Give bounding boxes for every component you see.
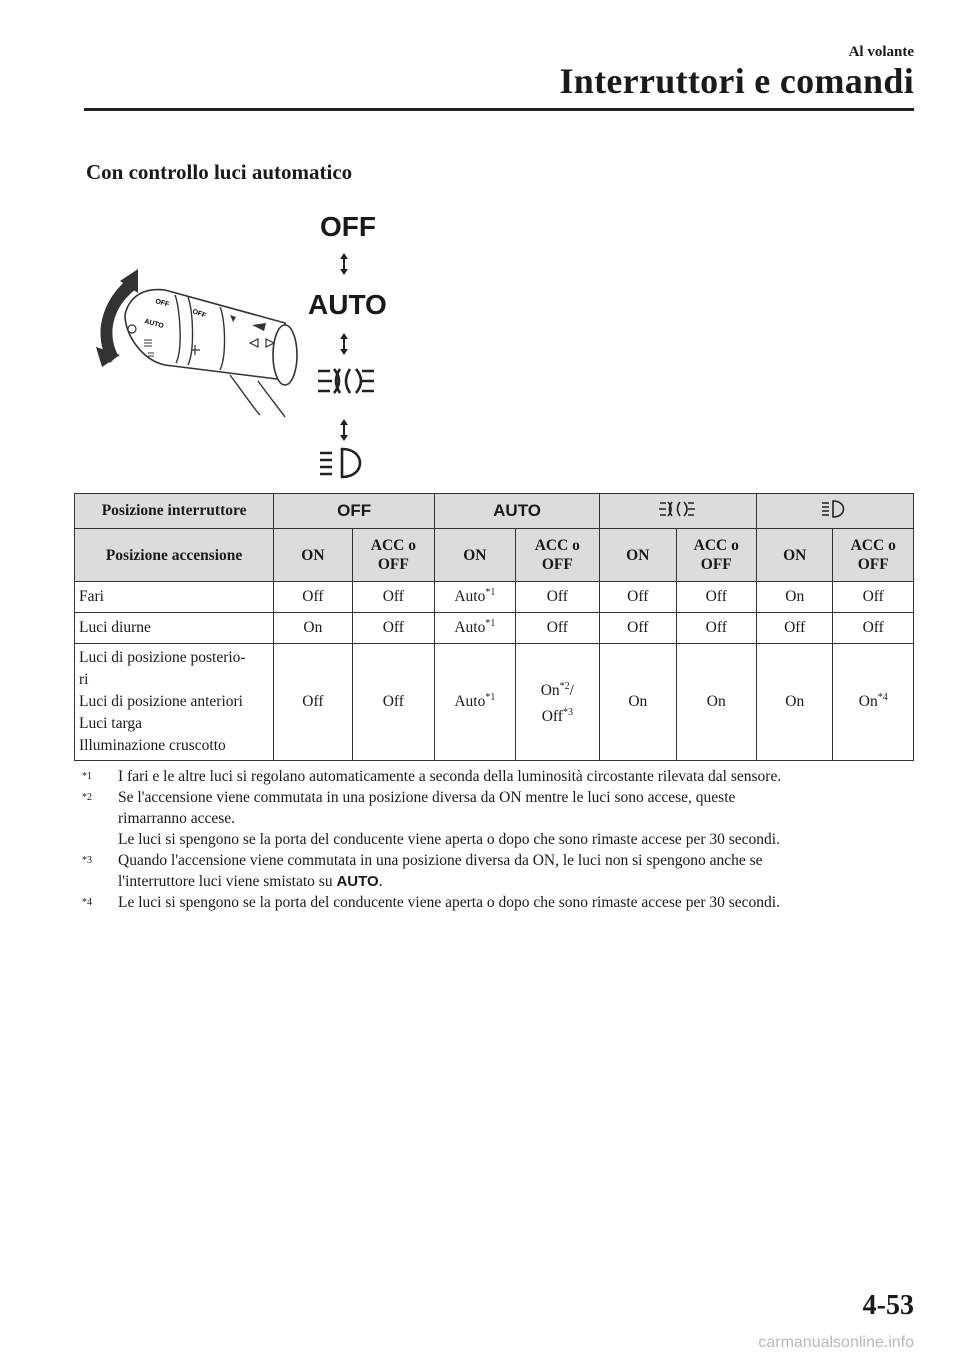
table-cell: On [274, 613, 352, 644]
header-switch-position: Posizione interruttore [75, 494, 274, 529]
watermark: carmanualsonline.info [758, 1334, 914, 1351]
footnote-text: rimarranno accese. [118, 810, 236, 827]
header-section: Al volante [848, 44, 914, 60]
table-cell: Off [352, 582, 434, 613]
footnote [82, 892, 922, 913]
table-cell: On [757, 582, 833, 613]
ignition-cell: ACC o OFF [515, 529, 600, 582]
table-header-ignition [75, 529, 914, 582]
lever-label-off-2: OFF [191, 308, 207, 320]
section-title: Con controllo luci automatico [86, 160, 353, 184]
page-number: 4-53 [862, 1290, 914, 1321]
ignition-cell: ON [274, 529, 352, 582]
position-lights-icon [658, 500, 698, 518]
table-cell: On$^{*4}$ [833, 644, 914, 761]
header-ignition-position: Posizione accensione [75, 529, 274, 582]
table-cell: Off [676, 613, 756, 644]
headlight-icon [820, 499, 850, 519]
lever-label-off: OFF [154, 298, 170, 309]
table-cell: Off [757, 613, 833, 644]
table-cell: Auto$^{*1}$ [435, 613, 515, 644]
footnote [82, 787, 922, 850]
table-header-switch [75, 494, 914, 529]
table-cell: Off [833, 613, 914, 644]
lever-illustration [80, 205, 420, 485]
table-cell: Off [352, 644, 434, 761]
switch-col-off: OFF [274, 494, 435, 529]
position-label-off: OFF [320, 211, 376, 242]
footnote-mark: *1 [82, 771, 92, 782]
table-cell: Off [274, 644, 352, 761]
table-cell: On [600, 644, 676, 761]
table-cell: Off [515, 613, 600, 644]
auto-inline-label: AUTO [336, 873, 379, 890]
table-cell: Off [676, 582, 756, 613]
footnote-text-part: l'interruttore luci viene smistato su [118, 873, 333, 890]
table-cell: Auto$^{*1}$ [435, 582, 515, 613]
table-cell: On$^{*2}$/ Off$^{*3}$ [515, 644, 600, 761]
position-lights-icon [318, 369, 374, 393]
header-divider [84, 108, 914, 111]
table-cell: On [757, 644, 833, 761]
row-label: Fari [75, 582, 274, 613]
footnote-mark: *3 [82, 855, 92, 866]
lever-label-auto: AUTO [143, 318, 165, 331]
footnote-mark: *2 [82, 792, 92, 803]
headlight-high-icon [320, 449, 360, 477]
table-row [75, 644, 914, 761]
footnote [82, 850, 922, 892]
switch-col-auto: AUTO [435, 494, 600, 529]
ignition-cell: ON [757, 529, 833, 582]
footnote-text: Quando l'accensione viene commutata in una posizione diversa da ON, le luci non si spengono anche se [118, 852, 763, 869]
row-label: Luci di posizione posterio- ri Luci di posizione anteriori Luci targa Illuminazione cruscotto [75, 644, 274, 761]
table-cell: Off [600, 582, 676, 613]
light-status-table [74, 493, 914, 761]
ignition-cell: ON [435, 529, 515, 582]
footnote-text: I fari e le altre luci si regolano automaticamente a seconda della luminosità circostante rilevata dal sensore. [118, 768, 782, 785]
table-cell: Off [274, 582, 352, 613]
footnote-text: Le luci si spengono se la porta del conducente viene aperta o dopo che sono rimaste accese per 30 secondi. [118, 894, 780, 911]
footnote-text: Le luci si spengono se la porta del conducente viene aperta o dopo che sono rimaste accese per 30 secondi. [118, 831, 780, 848]
page-title: Interruttori e comandi [559, 61, 914, 101]
switch-col-headlight [757, 494, 914, 529]
table-cell: Off [352, 613, 434, 644]
table-cell: Off [515, 582, 600, 613]
footnote-text: Se l'accensione viene commutata in una posizione diversa da ON mentre le luci sono accese, queste [118, 789, 736, 806]
row-label: Luci diurne [75, 613, 274, 644]
table-cell: On [676, 644, 756, 761]
table-cell: Off [833, 582, 914, 613]
footnotes [82, 766, 922, 913]
table-cell: Auto$^{*1}$ [435, 644, 515, 761]
light-switch-diagram [80, 205, 420, 485]
table-row [75, 582, 914, 613]
ignition-cell: ON [600, 529, 676, 582]
ignition-cell: ACC o OFF [676, 529, 756, 582]
position-label-auto: AUTO [308, 289, 387, 320]
footnote-mark: *4 [82, 897, 92, 908]
switch-col-position-lights [600, 494, 757, 529]
footnote-text: l'interruttore luci viene smistato su AUTO. [118, 873, 383, 890]
table-cell: Off [600, 613, 676, 644]
ignition-cell: ACC o OFF [352, 529, 434, 582]
ignition-cell: ACC o OFF [833, 529, 914, 582]
table-row [75, 613, 914, 644]
footnote [82, 766, 922, 787]
